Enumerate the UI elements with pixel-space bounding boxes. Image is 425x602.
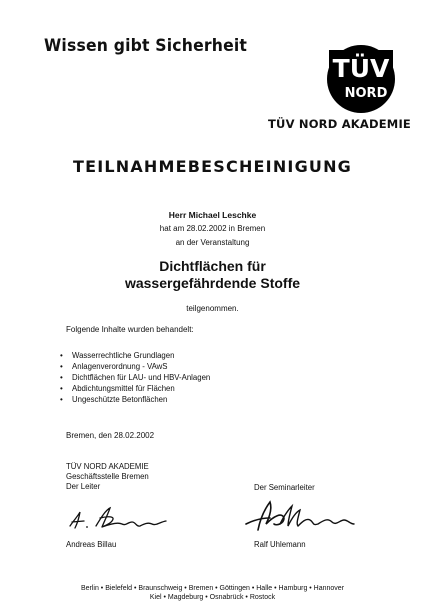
tuv-nord-logo — [326, 44, 396, 114]
issuer-org: TÜV NORD AKADEMIE — [66, 462, 149, 471]
logo-text-sub: NORD — [344, 86, 388, 101]
bullet-icon: • — [60, 362, 63, 371]
issuer-block — [66, 462, 149, 492]
date-line: hat am 28.02.2002 in Bremen — [159, 224, 266, 233]
slogan: Wissen gibt Sicherheit — [44, 36, 248, 56]
signature-billau — [62, 502, 174, 532]
participated-text: teilgenommen. — [186, 304, 239, 313]
topic-item: • Anlagenverordnung - VAwS — [60, 362, 168, 371]
course-title-line1: Dichtflächen für — [159, 258, 266, 274]
footer-cities: Berlin • Bielefeld • Braunschweig • Bremen • Göttingen • Halle • Hamburg • Hannover — [80, 585, 345, 592]
course-title — [0, 258, 425, 292]
issuer-branch: Geschäftsstelle Bremen — [66, 472, 149, 481]
academy-heading: TÜV NORD AKADEMIE — [268, 117, 411, 131]
topic-item: • Wasserrechtliche Grundlagen — [60, 351, 175, 360]
contents-intro: Folgende Inhalte wurden behandelt: — [66, 325, 194, 334]
issuer-role: Der Leiter — [66, 482, 101, 491]
bullet-icon: • — [60, 351, 63, 360]
course-title-line2: wassergefährdende Stoffe — [124, 275, 301, 291]
topic-item: • Dichtflächen für LAU- und HBV-Anlagen — [60, 373, 211, 382]
footer-cities-2: Kiel • Magdeburg • Osnabrück • Rostock — [149, 594, 276, 601]
bullet-icon: • — [60, 384, 63, 393]
bullet-icon: • — [60, 395, 63, 404]
topic-item: • Ungeschützte Betonflächen — [60, 395, 168, 404]
seminar-leader-label: Der Seminarleiter — [254, 483, 315, 492]
place-date: Bremen, den 28.02.2002 — [66, 431, 155, 440]
event-line: an der Veranstaltung — [175, 238, 250, 247]
topic-item: • Abdichtungsmittel für Flächen — [60, 384, 175, 393]
signer-billau: Andreas Billau — [66, 540, 117, 549]
logo-text-main: TÜV — [332, 54, 390, 83]
certificate-title: TEILNAHMEBESCHEINIGUNG — [72, 157, 353, 176]
signature-uhlemann — [240, 494, 360, 536]
topic-list — [60, 350, 210, 405]
bullet-icon: • — [60, 373, 63, 382]
footer-locations — [0, 584, 425, 602]
participant-name: Herr Michael Leschke — [168, 210, 257, 220]
signer-uhlemann: Ralf Uhlemann — [254, 540, 306, 549]
